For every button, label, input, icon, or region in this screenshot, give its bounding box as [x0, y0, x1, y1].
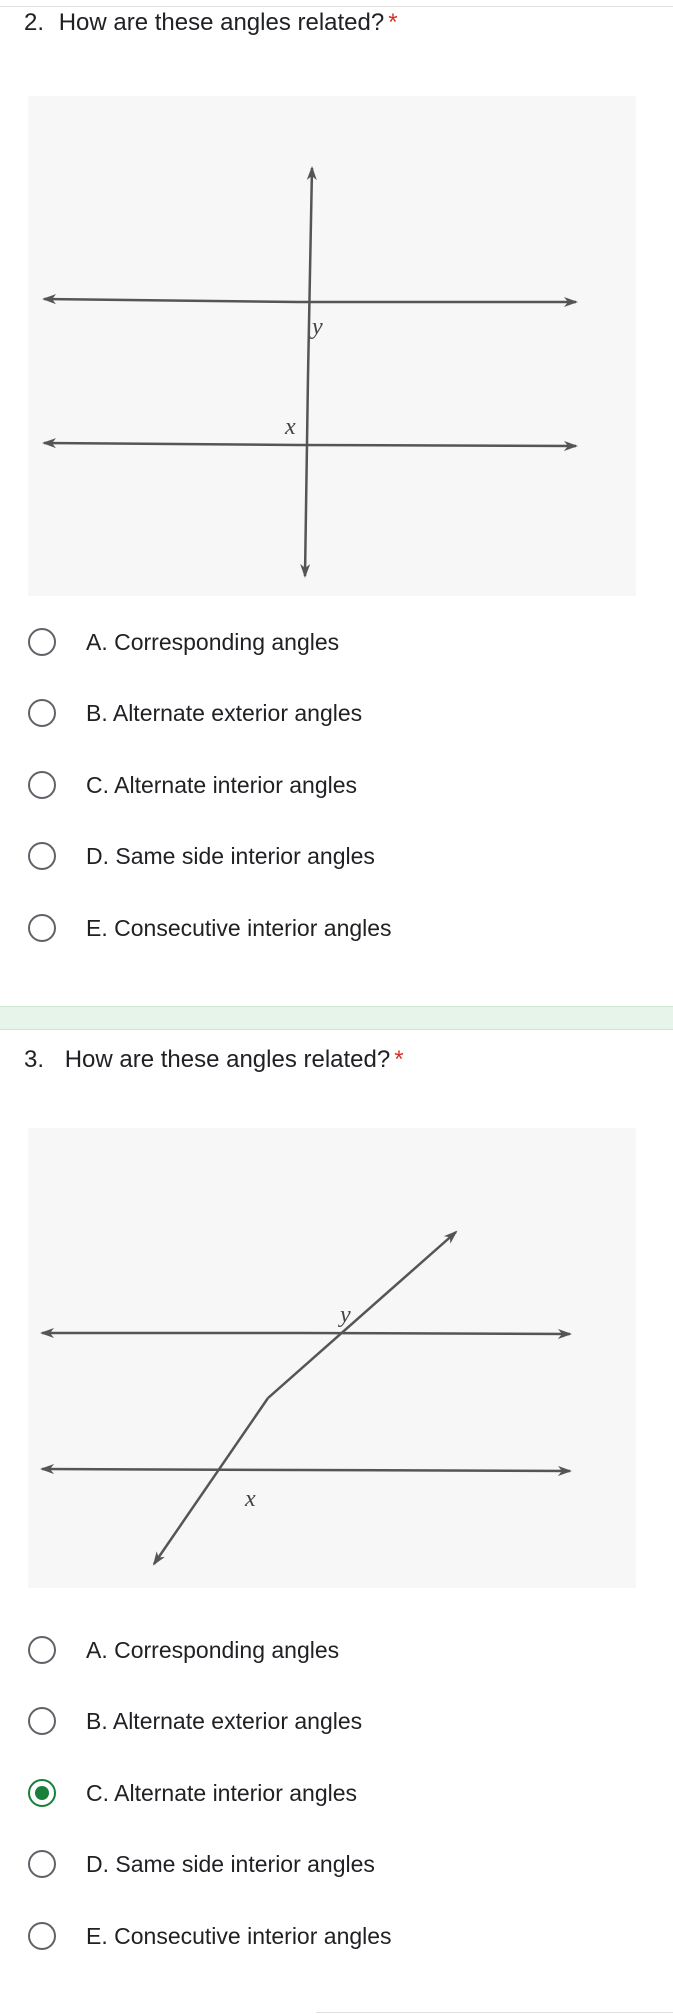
- radio-button[interactable]: [28, 1922, 56, 1950]
- option-d[interactable]: [28, 836, 628, 876]
- transversal-down: [305, 376, 308, 576]
- question-figure: [28, 1128, 636, 1588]
- parallel-line-bottom-right: [298, 1470, 570, 1471]
- option-label: B. Alternate exterior angles: [86, 699, 363, 726]
- question-title: [24, 1045, 404, 1075]
- option-c[interactable]: [28, 1773, 628, 1813]
- option-e[interactable]: [28, 1916, 628, 1956]
- angle-diagram: [28, 96, 636, 596]
- option-a[interactable]: [28, 1630, 628, 1670]
- angle-diagram: [28, 1128, 636, 1588]
- radio-button[interactable]: [28, 1636, 56, 1664]
- option-label: C. Alternate interior angles: [86, 1779, 358, 1806]
- radio-button[interactable]: [28, 628, 56, 656]
- radio-button[interactable]: [28, 1707, 56, 1735]
- question-number: 2.: [24, 9, 45, 36]
- option-a[interactable]: [28, 622, 628, 662]
- angle-label-x: x: [285, 414, 296, 440]
- parallel-line-bottom-right: [298, 445, 576, 446]
- radio-button[interactable]: [28, 842, 56, 870]
- required-marker: *: [388, 9, 398, 36]
- required-marker: *: [394, 1046, 404, 1073]
- parallel-line-bottom: [42, 1469, 298, 1470]
- parallel-line-top: [44, 299, 298, 302]
- angle-label-y: y: [340, 1302, 351, 1328]
- option-label: E. Consecutive interior angles: [86, 914, 392, 941]
- transversal-up: [308, 168, 312, 376]
- bottom-divider: [316, 2012, 673, 2013]
- section-divider: [0, 1006, 673, 1030]
- question-title: [24, 8, 398, 38]
- radio-button[interactable]: [28, 914, 56, 942]
- question-text: How are these angles related?: [58, 9, 385, 36]
- option-b[interactable]: [28, 693, 628, 733]
- option-c[interactable]: [28, 765, 628, 805]
- question-number: 3.: [24, 1046, 45, 1073]
- radio-button[interactable]: [28, 1850, 56, 1878]
- top-divider: [0, 6, 673, 7]
- option-label: B. Alternate exterior angles: [86, 1707, 363, 1734]
- option-label: D. Same side interior angles: [86, 842, 375, 869]
- angle-label-y: y: [312, 314, 323, 340]
- radio-selected-dot: [35, 1786, 49, 1800]
- option-label: E. Consecutive interior angles: [86, 1922, 392, 1949]
- option-e[interactable]: [28, 908, 628, 948]
- question-figure: [28, 96, 636, 596]
- radio-button[interactable]: [28, 771, 56, 799]
- transversal-down: [154, 1398, 268, 1564]
- option-label: C. Alternate interior angles: [86, 771, 358, 798]
- parallel-line-bottom: [44, 443, 298, 445]
- radio-button[interactable]: [28, 699, 56, 727]
- radio-button-selected[interactable]: [28, 1779, 56, 1807]
- transversal-up: [268, 1232, 456, 1398]
- angle-label-x: x: [245, 1486, 256, 1512]
- option-d[interactable]: [28, 1844, 628, 1884]
- option-label: A. Corresponding angles: [86, 1636, 340, 1663]
- option-b[interactable]: [28, 1701, 628, 1741]
- option-label: D. Same side interior angles: [86, 1850, 375, 1877]
- option-label: A. Corresponding angles: [86, 628, 340, 655]
- question-text: How are these angles related?: [64, 1046, 391, 1073]
